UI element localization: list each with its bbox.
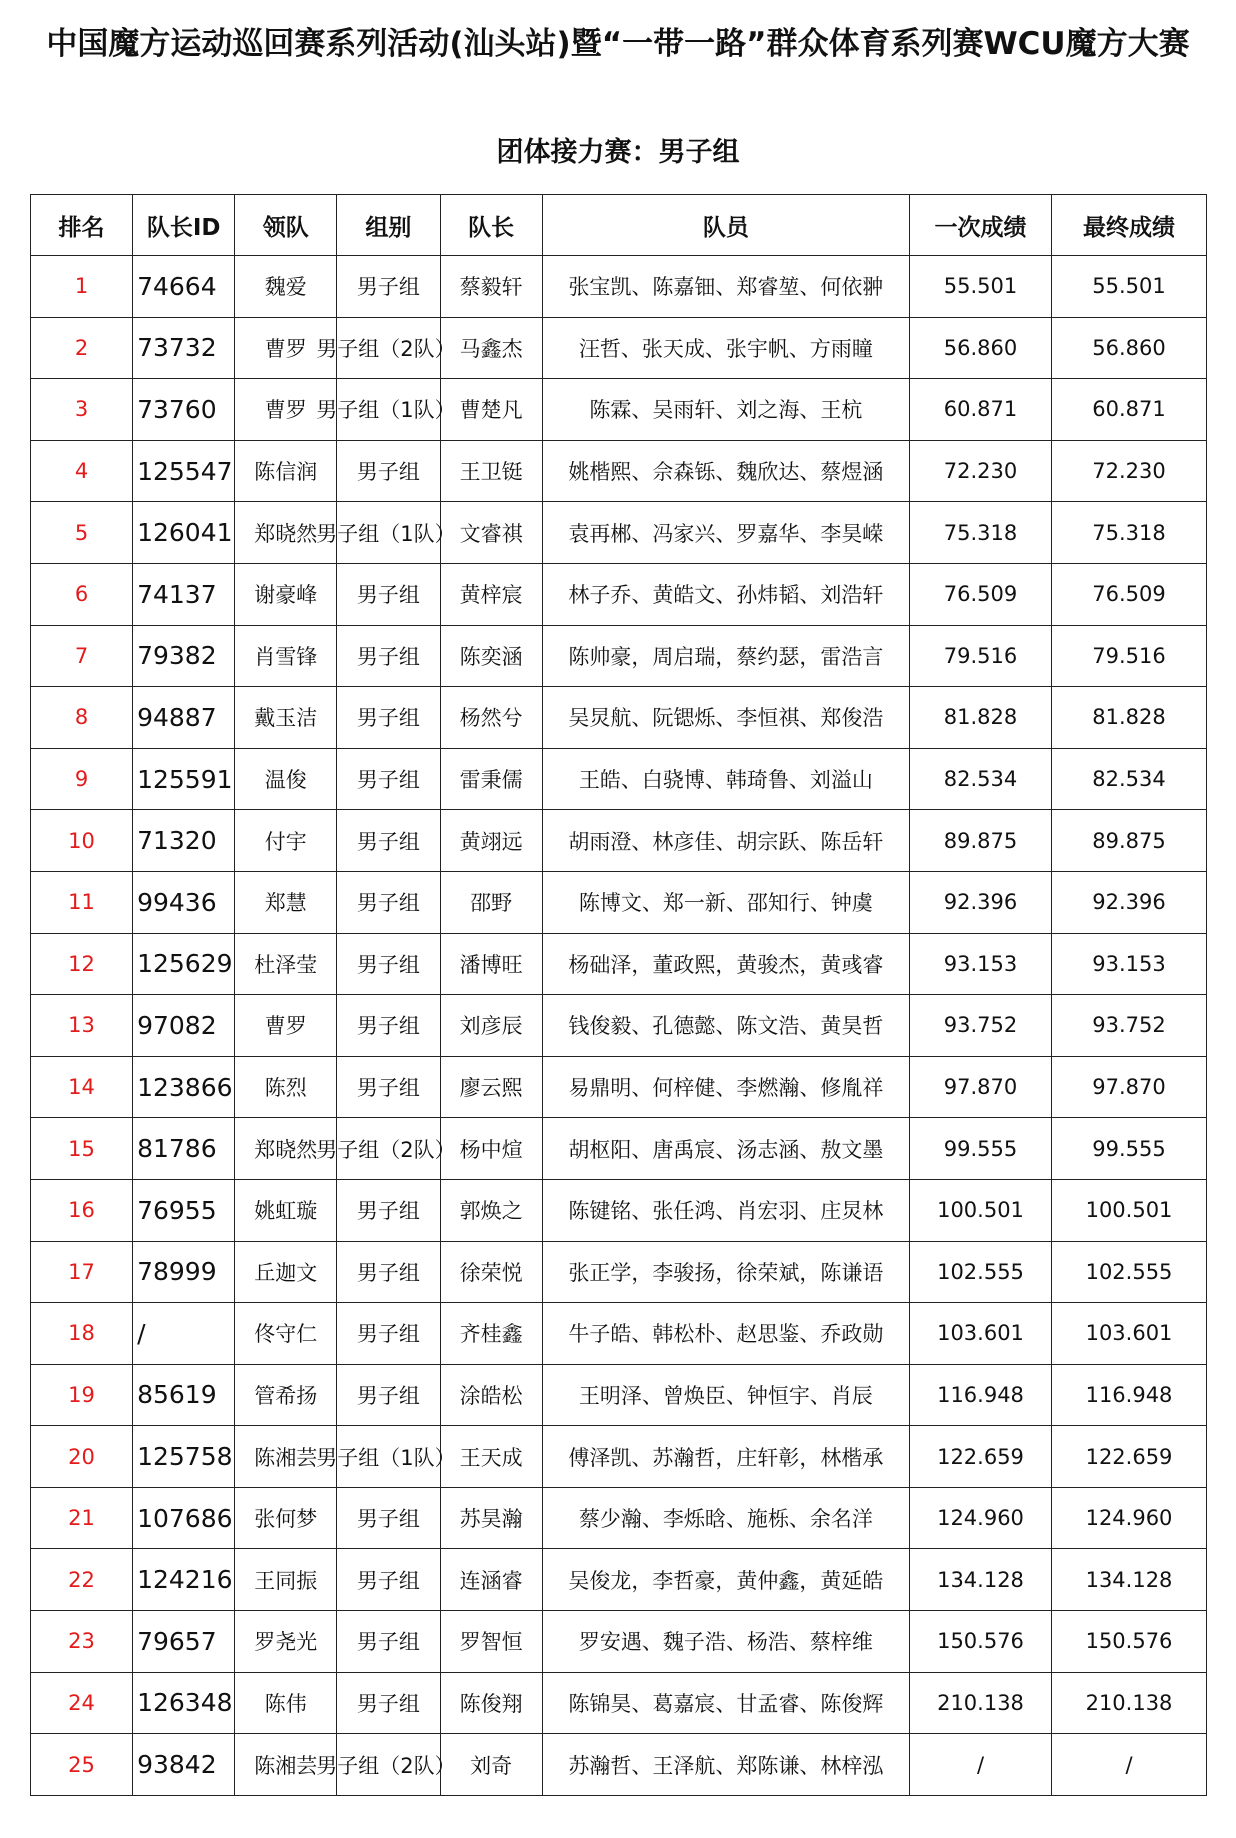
captain-cell: 杨然兮: [440, 687, 542, 749]
members-cell: 陈博文、郑一新、邵知行、钟虞: [542, 871, 909, 933]
table-row: [31, 1118, 1207, 1180]
captain-id-cell: 85619: [133, 1364, 235, 1426]
rank-cell: 4: [31, 440, 133, 502]
captain-cell: 刘彦辰: [440, 995, 542, 1057]
group-cell: 男子组: [337, 625, 440, 687]
first-score-cell: 124.960: [910, 1487, 1052, 1549]
final-score-cell: 79.516: [1052, 625, 1207, 687]
members-cell: 陈锦昊、葛嘉宸、甘孟睿、陈俊辉: [542, 1672, 909, 1734]
first-score-cell: 134.128: [910, 1549, 1052, 1611]
first-score-cell: 122.659: [910, 1426, 1052, 1488]
final-score-cell: 93.752: [1052, 995, 1207, 1057]
leader-cell: 杜泽莹: [235, 933, 337, 995]
table-row: [31, 1549, 1207, 1611]
captain-id-cell: 124216: [133, 1549, 235, 1611]
first-score-cell: 81.828: [910, 687, 1052, 749]
captain-id-cell: 73760: [133, 379, 235, 441]
leader-cell: 曹罗: [235, 317, 337, 379]
members-cell: 胡雨澄、林彦佳、胡宗跃、陈岳轩: [542, 810, 909, 872]
table-header: [31, 195, 1207, 256]
header-row: [31, 195, 1207, 256]
final-score-cell: 122.659: [1052, 1426, 1207, 1488]
leader-cell: 谢豪峰: [235, 563, 337, 625]
page-title: 中国魔方运动巡回赛系列活动(汕头站)暨“一带一路”群众体育系列赛WCU魔方大赛: [46, 26, 1190, 62]
captain-id-cell: 78999: [133, 1241, 235, 1303]
captain-id-cell: 126041: [133, 502, 235, 564]
captain-cell: 潘博旺: [440, 933, 542, 995]
group-cell: 男子组: [337, 1241, 440, 1303]
members-cell: 林子乔、黄皓文、孙炜韬、刘浩轩: [542, 563, 909, 625]
leader-cell: 郑慧: [235, 871, 337, 933]
leader-cell: 付宇: [235, 810, 337, 872]
leader-cell: 张何梦: [235, 1487, 337, 1549]
captain-id-cell: 71320: [133, 810, 235, 872]
rank-cell: 24: [31, 1672, 133, 1734]
members-cell: 易鼎明、何梓健、李燃瀚、修胤祥: [542, 1056, 909, 1118]
final-score-cell: 81.828: [1052, 687, 1207, 749]
table-row: [31, 379, 1207, 441]
final-score-cell: 82.534: [1052, 748, 1207, 810]
rank-cell: 14: [31, 1056, 133, 1118]
first-score-cell: 97.870: [910, 1056, 1052, 1118]
leader-cell: 王同振: [235, 1549, 337, 1611]
final-score-cell: 97.870: [1052, 1056, 1207, 1118]
group-cell: 男子组: [337, 1672, 440, 1734]
final-score-cell: 134.128: [1052, 1549, 1207, 1611]
first-score-cell: 100.501: [910, 1179, 1052, 1241]
leader-cell: 曹罗: [235, 995, 337, 1057]
captain-id-cell: 123866: [133, 1056, 235, 1118]
captain-cell: 王天成: [440, 1426, 542, 1488]
table-row: [31, 1364, 1207, 1426]
column-header-captain-id: 队长ID: [133, 195, 235, 256]
column-header-group: 组别: [337, 195, 440, 256]
final-score-cell: /: [1052, 1734, 1207, 1796]
captain-cell: 黄翊远: [440, 810, 542, 872]
members-cell: 姚楷熙、佘森铄、魏欣达、蔡煜涵: [542, 440, 909, 502]
members-cell: 胡枢阳、唐禹宸、汤志涵、敖文墨: [542, 1118, 909, 1180]
group-cell: 男子组: [337, 933, 440, 995]
first-score-cell: 102.555: [910, 1241, 1052, 1303]
final-score-cell: 56.860: [1052, 317, 1207, 379]
section-subtitle: 团体接力赛：男子组: [496, 137, 740, 168]
final-score-cell: 93.153: [1052, 933, 1207, 995]
members-cell: 陈霖、吴雨轩、刘之海、王杭: [542, 379, 909, 441]
rank-cell: 21: [31, 1487, 133, 1549]
final-score-cell: 76.509: [1052, 563, 1207, 625]
captain-id-cell: 93842: [133, 1734, 235, 1796]
leader-cell: 陈烈: [235, 1056, 337, 1118]
rank-cell: 17: [31, 1241, 133, 1303]
final-score-cell: 103.601: [1052, 1303, 1207, 1365]
captain-cell: 罗智恒: [440, 1611, 542, 1673]
rank-cell: 25: [31, 1734, 133, 1796]
members-cell: 吴俊龙，李哲豪，黄仲鑫，黄延皓: [542, 1549, 909, 1611]
captain-cell: 齐桂鑫: [440, 1303, 542, 1365]
table-row: [31, 1734, 1207, 1796]
rank-cell: 13: [31, 995, 133, 1057]
group-cell: 男子组: [337, 1303, 440, 1365]
leader-cell: 陈湘芸: [235, 1734, 337, 1796]
column-header-members: 队员: [542, 195, 909, 256]
captain-id-cell: 125591: [133, 748, 235, 810]
table-row: [31, 1672, 1207, 1734]
first-score-cell: 60.871: [910, 379, 1052, 441]
members-cell: 蔡少瀚、李烁晗、施栎、余名洋: [542, 1487, 909, 1549]
leader-cell: 陈信润: [235, 440, 337, 502]
first-score-cell: 89.875: [910, 810, 1052, 872]
rank-cell: 5: [31, 502, 133, 564]
group-cell: 男子组: [337, 871, 440, 933]
captain-cell: 涂皓松: [440, 1364, 542, 1426]
members-cell: 罗安遇、魏子浩、杨浩、蔡梓维: [542, 1611, 909, 1673]
rank-cell: 10: [31, 810, 133, 872]
group-cell: 男子组: [337, 1056, 440, 1118]
results-table: [30, 194, 1207, 1796]
first-score-cell: 79.516: [910, 625, 1052, 687]
group-cell: [316, 1426, 456, 1488]
table-row: [31, 563, 1207, 625]
final-score-cell: 124.960: [1052, 1487, 1207, 1549]
members-cell: 傅泽凯、苏瀚哲，庄轩彰，林楷承: [542, 1426, 909, 1488]
captain-id-cell: 81786: [133, 1118, 235, 1180]
captain-cell: 黄梓宸: [440, 563, 542, 625]
final-score-cell: 100.501: [1052, 1179, 1207, 1241]
first-score-cell: 99.555: [910, 1118, 1052, 1180]
members-cell: 袁再郴、冯家兴、罗嘉华、李昊嵘: [542, 502, 909, 564]
group-label: 男子组（2队）: [316, 1753, 456, 1778]
captain-id-cell: 79657: [133, 1611, 235, 1673]
rank-cell: 22: [31, 1549, 133, 1611]
table-row: [31, 256, 1207, 318]
rank-cell: 19: [31, 1364, 133, 1426]
captain-id-cell: 79382: [133, 625, 235, 687]
table-row: [31, 1487, 1207, 1549]
group-cell: 男子组: [337, 1549, 440, 1611]
rank-cell: 20: [31, 1426, 133, 1488]
table-row: [31, 1056, 1207, 1118]
first-score-cell: 92.396: [910, 871, 1052, 933]
first-score-cell: 210.138: [910, 1672, 1052, 1734]
captain-cell: 连涵睿: [440, 1549, 542, 1611]
captain-id-cell: 74137: [133, 563, 235, 625]
table-row: [31, 1303, 1207, 1365]
table-row: [31, 687, 1207, 749]
group-cell: 男子组: [337, 563, 440, 625]
table-row: [31, 995, 1207, 1057]
table-row: [31, 1241, 1207, 1303]
captain-id-cell: 126348: [133, 1672, 235, 1734]
leader-cell: 陈伟: [235, 1672, 337, 1734]
table-row: [31, 1611, 1207, 1673]
leader-cell: 管希扬: [235, 1364, 337, 1426]
captain-cell: 曹楚凡: [440, 379, 542, 441]
members-cell: 王皓、白骁博、韩琦鲁、刘溢山: [542, 748, 909, 810]
rank-cell: 23: [31, 1611, 133, 1673]
captain-cell: 廖云熙: [440, 1056, 542, 1118]
group-cell: 男子组: [337, 1179, 440, 1241]
members-cell: 吴炅航、阮锶烁、李恒祺、郑俊浩: [542, 687, 909, 749]
captain-cell: 雷秉儒: [440, 748, 542, 810]
members-cell: 钱俊毅、孔德懿、陈文浩、黄昊哲: [542, 995, 909, 1057]
group-label: 男子组（2队）: [316, 1137, 456, 1162]
leader-cell: 魏爱: [235, 256, 337, 318]
group-cell: [316, 1734, 456, 1796]
rank-cell: 2: [31, 317, 133, 379]
leader-cell: 佟守仁: [235, 1303, 337, 1365]
group-cell: [316, 502, 456, 564]
first-score-cell: 55.501: [910, 256, 1052, 318]
leader-cell: 曹罗: [235, 379, 337, 441]
table-row: [31, 317, 1207, 379]
group-cell: [316, 379, 456, 441]
captain-cell: 马鑫杰: [440, 317, 542, 379]
captain-id-cell: 125629: [133, 933, 235, 995]
first-score-cell: 103.601: [910, 1303, 1052, 1365]
group-cell: 男子组: [337, 995, 440, 1057]
captain-id-cell: /: [133, 1303, 235, 1365]
group-label: 男子组（2队）: [316, 336, 456, 361]
table-body: [31, 256, 1207, 1796]
captain-cell: 王卫铤: [440, 440, 542, 502]
captain-id-cell: 73732: [133, 317, 235, 379]
leader-cell: 罗尧光: [235, 1611, 337, 1673]
final-score-cell: 89.875: [1052, 810, 1207, 872]
captain-id-cell: 94887: [133, 687, 235, 749]
rank-cell: 9: [31, 748, 133, 810]
leader-cell: 肖雪锋: [235, 625, 337, 687]
leader-cell: 温俊: [235, 748, 337, 810]
group-cell: 男子组: [337, 810, 440, 872]
group-cell: [316, 1118, 456, 1180]
captain-cell: 邵野: [440, 871, 542, 933]
group-cell: 男子组: [337, 440, 440, 502]
final-score-cell: 55.501: [1052, 256, 1207, 318]
final-score-cell: 60.871: [1052, 379, 1207, 441]
rank-cell: 15: [31, 1118, 133, 1180]
final-score-cell: 72.230: [1052, 440, 1207, 502]
rank-cell: 3: [31, 379, 133, 441]
leader-cell: 郑晓然: [235, 1118, 337, 1180]
first-score-cell: 150.576: [910, 1611, 1052, 1673]
first-score-cell: 56.860: [910, 317, 1052, 379]
leader-cell: 姚虹璇: [235, 1179, 337, 1241]
captain-id-cell: 74664: [133, 256, 235, 318]
members-cell: 牛子皓、韩松朴、赵思鉴、乔政勋: [542, 1303, 909, 1365]
group-label: 男子组（1队）: [316, 1445, 456, 1470]
table-row: [31, 748, 1207, 810]
column-header-first-score: 一次成绩: [910, 195, 1052, 256]
table-row: [31, 502, 1207, 564]
captain-cell: 陈俊翔: [440, 1672, 542, 1734]
first-score-cell: 72.230: [910, 440, 1052, 502]
table-row: [31, 625, 1207, 687]
captain-cell: 陈奕涵: [440, 625, 542, 687]
column-header-leader: 领队: [235, 195, 337, 256]
group-cell: [316, 317, 456, 379]
final-score-cell: 116.948: [1052, 1364, 1207, 1426]
members-cell: 王明泽、曾焕臣、钟恒宇、肖辰: [542, 1364, 909, 1426]
captain-cell: 杨中煊: [440, 1118, 542, 1180]
members-cell: 陈帅豪，周启瑞，蔡约瑟，雷浩言: [542, 625, 909, 687]
members-cell: 张正学，李骏扬，徐荣斌，陈谦语: [542, 1241, 909, 1303]
group-label: 男子组（1队）: [316, 521, 456, 546]
leader-cell: 戴玉洁: [235, 687, 337, 749]
group-cell: 男子组: [337, 1487, 440, 1549]
captain-id-cell: 107686: [133, 1487, 235, 1549]
group-label: 男子组（1队）: [316, 398, 456, 423]
first-score-cell: 93.153: [910, 933, 1052, 995]
table-row: [31, 1426, 1207, 1488]
captain-cell: 文睿祺: [440, 502, 542, 564]
leader-cell: 丘迦文: [235, 1241, 337, 1303]
rank-cell: 8: [31, 687, 133, 749]
final-score-cell: 92.396: [1052, 871, 1207, 933]
first-score-cell: 76.509: [910, 563, 1052, 625]
final-score-cell: 150.576: [1052, 1611, 1207, 1673]
column-header-rank: 排名: [31, 195, 133, 256]
rank-cell: 1: [31, 256, 133, 318]
group-cell: 男子组: [337, 256, 440, 318]
captain-cell: 刘奇: [440, 1734, 542, 1796]
table-row: [31, 810, 1207, 872]
column-header-final-score: 最终成绩: [1052, 195, 1207, 256]
captain-id-cell: 99436: [133, 871, 235, 933]
first-score-cell: 75.318: [910, 502, 1052, 564]
members-cell: 陈键铭、张任鸿、肖宏羽、庄炅林: [542, 1179, 909, 1241]
rank-cell: 18: [31, 1303, 133, 1365]
captain-id-cell: 125547: [133, 440, 235, 502]
leader-cell: 郑晓然: [235, 502, 337, 564]
rank-cell: 12: [31, 933, 133, 995]
leader-cell: 陈湘芸: [235, 1426, 337, 1488]
group-cell: 男子组: [337, 687, 440, 749]
group-cell: 男子组: [337, 1611, 440, 1673]
table-row: [31, 871, 1207, 933]
rank-cell: 11: [31, 871, 133, 933]
captain-id-cell: 97082: [133, 995, 235, 1057]
captain-cell: 苏昊瀚: [440, 1487, 542, 1549]
captain-id-cell: 125758: [133, 1426, 235, 1488]
captain-cell: 蔡毅轩: [440, 256, 542, 318]
table-row: [31, 1179, 1207, 1241]
first-score-cell: 93.752: [910, 995, 1052, 1057]
members-cell: 汪哲、张天成、张宇帆、方雨瞳: [542, 317, 909, 379]
final-score-cell: 210.138: [1052, 1672, 1207, 1734]
table-row: [31, 933, 1207, 995]
members-cell: 苏瀚哲、王泽航、郑陈谦、林梓泓: [542, 1734, 909, 1796]
rank-cell: 16: [31, 1179, 133, 1241]
column-header-captain: 队长: [440, 195, 542, 256]
final-score-cell: 102.555: [1052, 1241, 1207, 1303]
members-cell: 张宝凯、陈嘉钿、郑睿堃、何依翀: [542, 256, 909, 318]
first-score-cell: 116.948: [910, 1364, 1052, 1426]
final-score-cell: 75.318: [1052, 502, 1207, 564]
members-cell: 杨础泽，董政熙，黄骏杰，黄彧睿: [542, 933, 909, 995]
table-row: [31, 440, 1207, 502]
first-score-cell: /: [910, 1734, 1052, 1796]
group-cell: 男子组: [337, 748, 440, 810]
final-score-cell: 99.555: [1052, 1118, 1207, 1180]
rank-cell: 6: [31, 563, 133, 625]
captain-cell: 郭焕之: [440, 1179, 542, 1241]
group-cell: 男子组: [337, 1364, 440, 1426]
captain-id-cell: 76955: [133, 1179, 235, 1241]
captain-cell: 徐荣悦: [440, 1241, 542, 1303]
first-score-cell: 82.534: [910, 748, 1052, 810]
rank-cell: 7: [31, 625, 133, 687]
